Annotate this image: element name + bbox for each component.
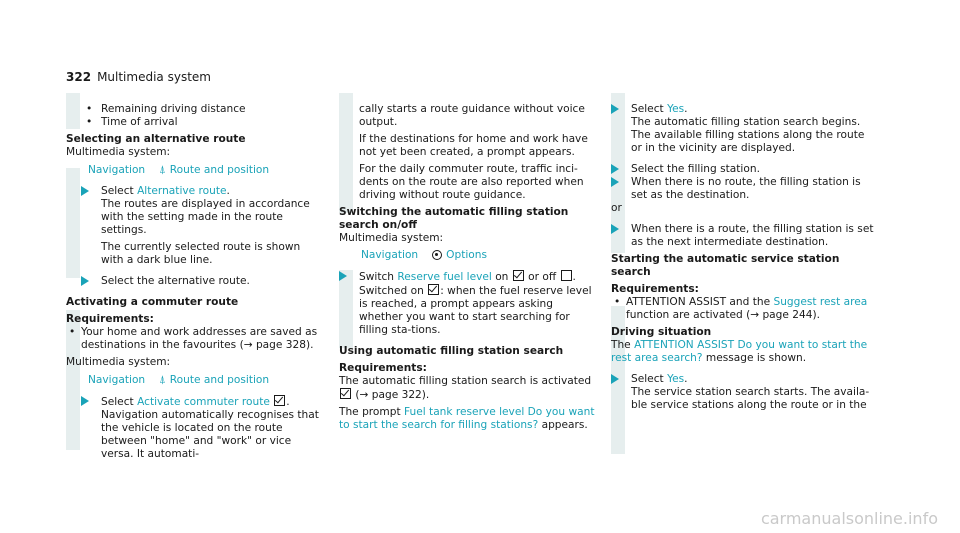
- step-item: Select Yes. The service station search starts. The availa-ble service stations along the route or in the: [611, 373, 876, 412]
- step-item: Switch Reserve fuel level on or off . Switched on : when the fuel reserve level is reached, a prompt appears asking whether you want to start searching for filling sta-tions.: [339, 270, 597, 337]
- list-item: • Your home and work addresses are saved as destinations in the favourites (→ page 328).: [69, 326, 318, 351]
- heading-switch: Switching the automatic filling station search on/off: [339, 206, 569, 231]
- yes-link[interactable]: Yes: [667, 103, 685, 115]
- arrow-icon: [611, 224, 619, 234]
- menu-navigation[interactable]: Navigation: [88, 374, 146, 386]
- menu-navigation[interactable]: Navigation: [88, 164, 146, 176]
- column-1: [66, 103, 324, 461]
- label-requirements: Requirements:: [66, 313, 154, 325]
- arrow-icon: [81, 276, 89, 286]
- attention-link: ATTENTION ASSIST Do you want to start the rest area search?: [611, 339, 868, 364]
- prompt-link: Fuel tank reserve level Do you want to start the search for filling stations?: [339, 406, 595, 431]
- menu-route-position[interactable]: Route and position: [169, 374, 270, 386]
- label-multimedia-system: Multimedia system:: [339, 232, 444, 244]
- alt-route-link[interactable]: Alternative route: [137, 185, 227, 197]
- paragraph: The prompt Fuel tank reserve level Do you want to start the search for filling stations? appears.: [339, 406, 595, 431]
- menu-options[interactable]: Options: [446, 249, 488, 261]
- arrow-icon: [339, 271, 347, 281]
- step-item: Select Alternative route. The routes are displayed in accordance with the setting made in the route settings. The currently selected route is shown with a dark blue line.: [81, 185, 324, 267]
- yes-link[interactable]: Yes: [667, 373, 685, 385]
- route-icon: ⍋: [159, 163, 166, 176]
- arrow-icon: [611, 164, 619, 174]
- page-number: 322: [66, 70, 92, 84]
- list-item: • Remaining driving distance: [86, 103, 246, 115]
- activate-commuter-link[interactable]: Activate commuter route: [137, 396, 270, 408]
- arrow-icon: [611, 177, 619, 187]
- suggest-rest-link[interactable]: Suggest rest area: [773, 296, 868, 308]
- list-item: • ATTENTION ASSIST and the Suggest rest area function are activated (→ page 244).: [614, 296, 868, 321]
- checkbox-checked-icon: [513, 270, 524, 281]
- arrow-icon: [81, 186, 89, 196]
- step-item: Select the filling station.: [611, 163, 876, 176]
- column-3: [611, 103, 876, 412]
- paragraph: For the daily commuter route, traffic inci-dents on the route are also reported when driving without route guidance.: [359, 163, 584, 201]
- list-item: • Time of arrival: [86, 116, 178, 128]
- menu-navigation[interactable]: Navigation: [361, 249, 419, 261]
- arrow-icon: [81, 396, 89, 406]
- step-item: Select Yes. The automatic filling station search begins. The available filling stations along the route or in the vicinity are displayed.: [611, 103, 876, 155]
- arrow-icon: [611, 104, 619, 114]
- step-item: Select Activate commuter route . Navigation automatically recognises that the vehicle is located on the route between "home" and "work" or vice versa. It automati-: [81, 395, 324, 461]
- heading-using: Using automatic filling station search: [339, 345, 564, 357]
- paragraph: The ATTENTION ASSIST Do you want to start the rest area search? message is shown.: [611, 339, 868, 364]
- menu-path: [66, 373, 324, 387]
- watermark: carmanualsonline.info: [760, 509, 938, 528]
- paragraph: If the destinations for home and work have not yet been created, a prompt appears.: [359, 133, 588, 158]
- label-multimedia-system: Multimedia system:: [66, 146, 171, 158]
- heading-alt-route: Selecting an alternative route: [66, 133, 246, 145]
- heading-starting: Starting the automatic service station search: [611, 253, 840, 278]
- step-item: When there is a route, the filling station is set as the next intermediate destination.: [611, 223, 876, 249]
- reserve-fuel-link[interactable]: Reserve fuel level: [397, 271, 492, 283]
- heading-commuter: Activating a commuter route: [66, 296, 239, 308]
- step-item: Select the alternative route.: [81, 275, 324, 288]
- page-header: [66, 70, 211, 84]
- checkbox-checked-icon: [274, 395, 285, 406]
- gear-icon: [432, 250, 442, 260]
- label-requirements: Requirements:: [611, 283, 699, 295]
- paragraph: cally starts a route guidance without voice output.: [359, 103, 585, 128]
- step-item: When there is no route, the filling station is set as the destination.: [611, 176, 876, 202]
- label-driving-situation: Driving situation: [611, 326, 712, 338]
- page-title: Multimedia system: [97, 70, 211, 84]
- checkbox-checked-icon: [340, 388, 351, 399]
- or-label: or: [611, 202, 622, 214]
- checkbox-empty-icon: [561, 270, 572, 281]
- label-requirements: Requirements:: [339, 362, 427, 374]
- column-2: cally starts a route guidance without voice output. If the destinations for home and work have not yet been created, a prompt appears. For the daily commuter route, traffic inci-dents on the route are also reported when driving without route guidance. Switching the automatic filling station search on/off Multimedia system: Navigation Options Switch Reserve fuel level on or off . Switched on : when the fuel reserve level is reached, a prompt appears asking whether you want to start searching for filling sta-tions. Using automatic filling station search Requirements: The automatic filling station search is activated (→ page 322). The prompt Fuel tank reserve level Do you want to start the search for filling stations? appears.: [339, 103, 597, 432]
- paragraph: The automatic filling station search is activated: [339, 375, 592, 387]
- menu-path: [66, 163, 324, 177]
- menu-path: [339, 249, 597, 262]
- route-icon: ⍋: [159, 373, 166, 386]
- arrow-icon: [611, 374, 619, 384]
- checkbox-checked-icon: [428, 284, 439, 295]
- label-multimedia-system: Multimedia system:: [66, 356, 171, 368]
- menu-route-position[interactable]: Route and position: [169, 164, 270, 176]
